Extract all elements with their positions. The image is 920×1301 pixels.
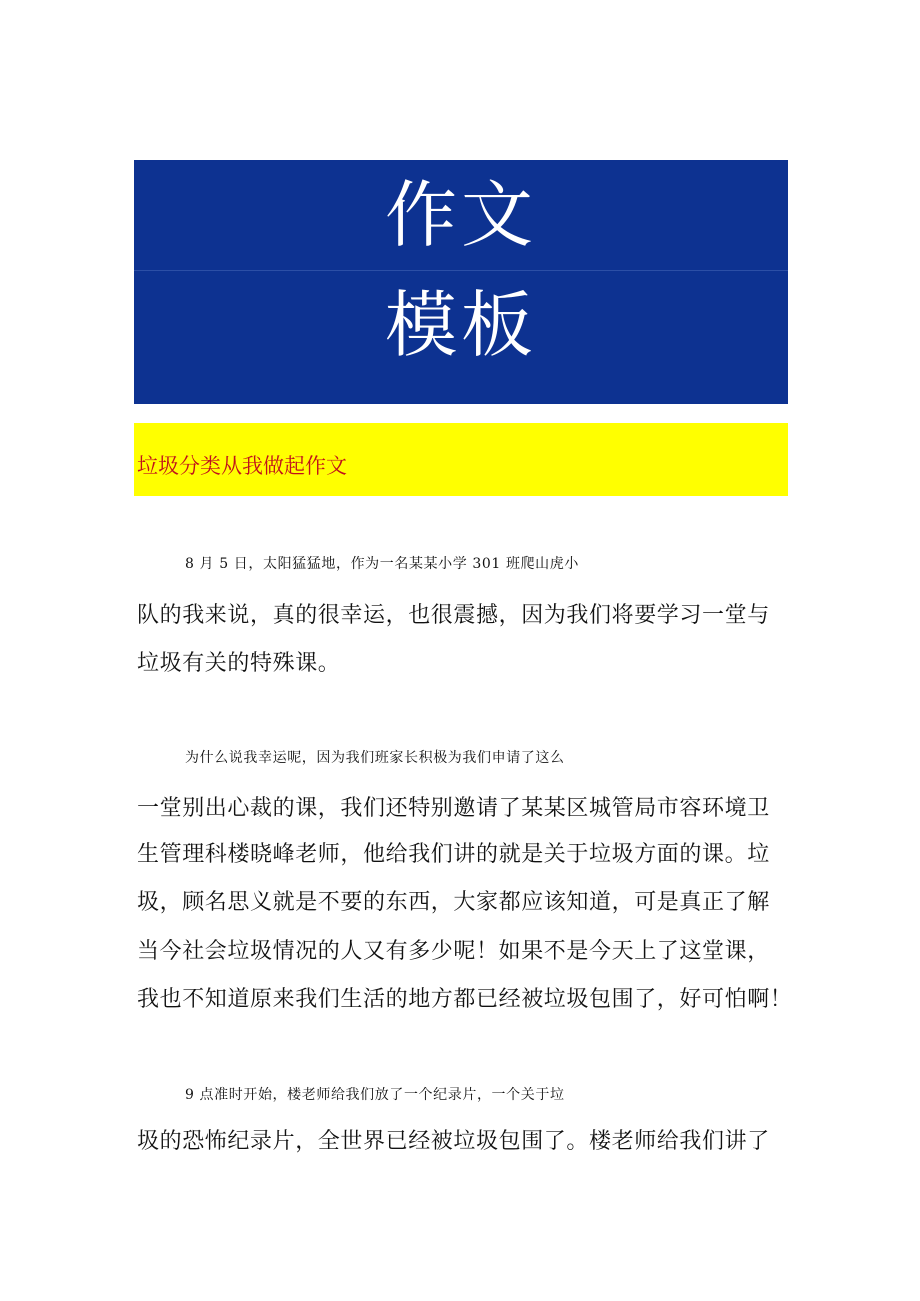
paragraph-1-line-2: 队的我来说，真的很幸运，也很震撼，因为我们将要学习一堂与: [137, 603, 770, 628]
paragraph-2-line-5: 当今社会垃圾情况的人又有多少呢！如果不是今天上了这堂课，: [137, 939, 770, 964]
paragraph-1-line-3: 垃圾有关的特殊课。: [137, 651, 341, 676]
paragraph-2-line-3: 生管理科楼晓峰老师，他给我们讲的就是关于垃圾方面的课。垃: [137, 842, 770, 867]
banner-title-line-1: 作文: [384, 173, 537, 257]
paragraph-2-line-6: 我也不知道原来我们生活的地方都已经被垃圾包围了，好可怕啊！: [137, 987, 793, 1012]
paragraph-2-line-1: 为什么说我幸运呢，因为我们班家长积极为我们申请了这么: [185, 750, 565, 766]
paragraph-2-line-4: 圾，顾名思义就是不要的东西，大家都应该知道，可是真正了解: [137, 890, 770, 915]
paragraph-3-line-2: 圾的恐怖纪录片，全世界已经被垃圾包围了。楼老师给我们讲了: [137, 1129, 770, 1154]
paragraph-2-line-2: 一堂别出心裁的课，我们还特别邀请了某某区城管局市容环境卫: [137, 796, 770, 821]
paragraph-3-line-1: 9 点准时开始，楼老师给我们放了一个纪录片，一个关于垃: [185, 1087, 565, 1103]
banner-title-line-2: 模板: [384, 283, 537, 367]
paragraph-1-line-1: 8 月 5 日，太阳猛猛地，作为一名某某小学 301 班爬山虎小: [185, 556, 579, 572]
title-banner: [134, 160, 788, 404]
subtitle-bar: [134, 423, 788, 496]
essay-title: 垃圾分类从我做起作文: [137, 454, 347, 478]
banner-divider: [134, 270, 788, 271]
